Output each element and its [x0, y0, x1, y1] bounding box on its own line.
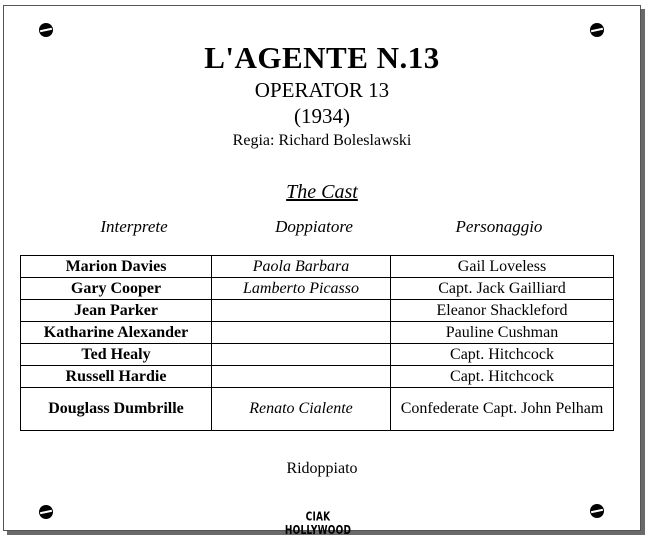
column-header-character: Personaggio [455, 217, 543, 236]
actor-cell: Douglass Dumbrille [21, 388, 212, 431]
screw-icon [39, 505, 53, 519]
table-row [21, 388, 614, 431]
actor-cell: Russell Hardie [21, 366, 212, 388]
table-row [21, 366, 614, 388]
actor-cell: Ted Healy [21, 344, 212, 366]
original-title: OPERATOR 13 [254, 78, 390, 102]
character-cell: Eleanor Shackleford [391, 300, 614, 322]
voice-cell [212, 344, 391, 366]
film-title: L'AGENTE N.13 [204, 40, 440, 75]
dubbing-note: Ridoppiato [286, 460, 358, 477]
cast-heading: The Cast [286, 181, 358, 203]
director-credit: Regia: Richard Boleslawski [232, 132, 412, 149]
character-cell: Gail Loveless [391, 256, 614, 278]
character-cell: Capt. Jack Gailliard [391, 278, 614, 300]
film-year: (1934) [294, 104, 350, 128]
table-row [21, 344, 614, 366]
voice-cell: Lamberto Picasso [212, 278, 391, 300]
actor-cell: Marion Davies [21, 256, 212, 278]
ciak-hollywood-logo: CIAK HOLLYWOOD [284, 511, 352, 538]
voice-cell: Paola Barbara [212, 256, 391, 278]
table-row [21, 322, 614, 344]
column-header-actor: Interprete [100, 217, 168, 236]
character-cell: Capt. Hitchcock [391, 366, 614, 388]
screw-icon [590, 23, 604, 37]
table-row [21, 300, 614, 322]
screw-icon [590, 504, 604, 518]
table-row [21, 278, 614, 300]
voice-cell [212, 322, 391, 344]
character-cell: Capt. Hitchcock [391, 344, 614, 366]
screw-icon [39, 23, 53, 37]
cast-plaque [3, 5, 641, 538]
column-header-voice: Doppiatore [275, 217, 353, 236]
voice-cell [212, 366, 391, 388]
actor-cell: Gary Cooper [21, 278, 212, 300]
character-cell: Confederate Capt. John Pelham [391, 388, 614, 431]
cast-table [20, 255, 614, 431]
voice-cell [212, 300, 391, 322]
character-cell: Pauline Cushman [391, 322, 614, 344]
voice-cell: Renato Cialente [212, 388, 391, 431]
actor-cell: Jean Parker [21, 300, 212, 322]
table-row [21, 256, 614, 278]
actor-cell: Katharine Alexander [21, 322, 212, 344]
